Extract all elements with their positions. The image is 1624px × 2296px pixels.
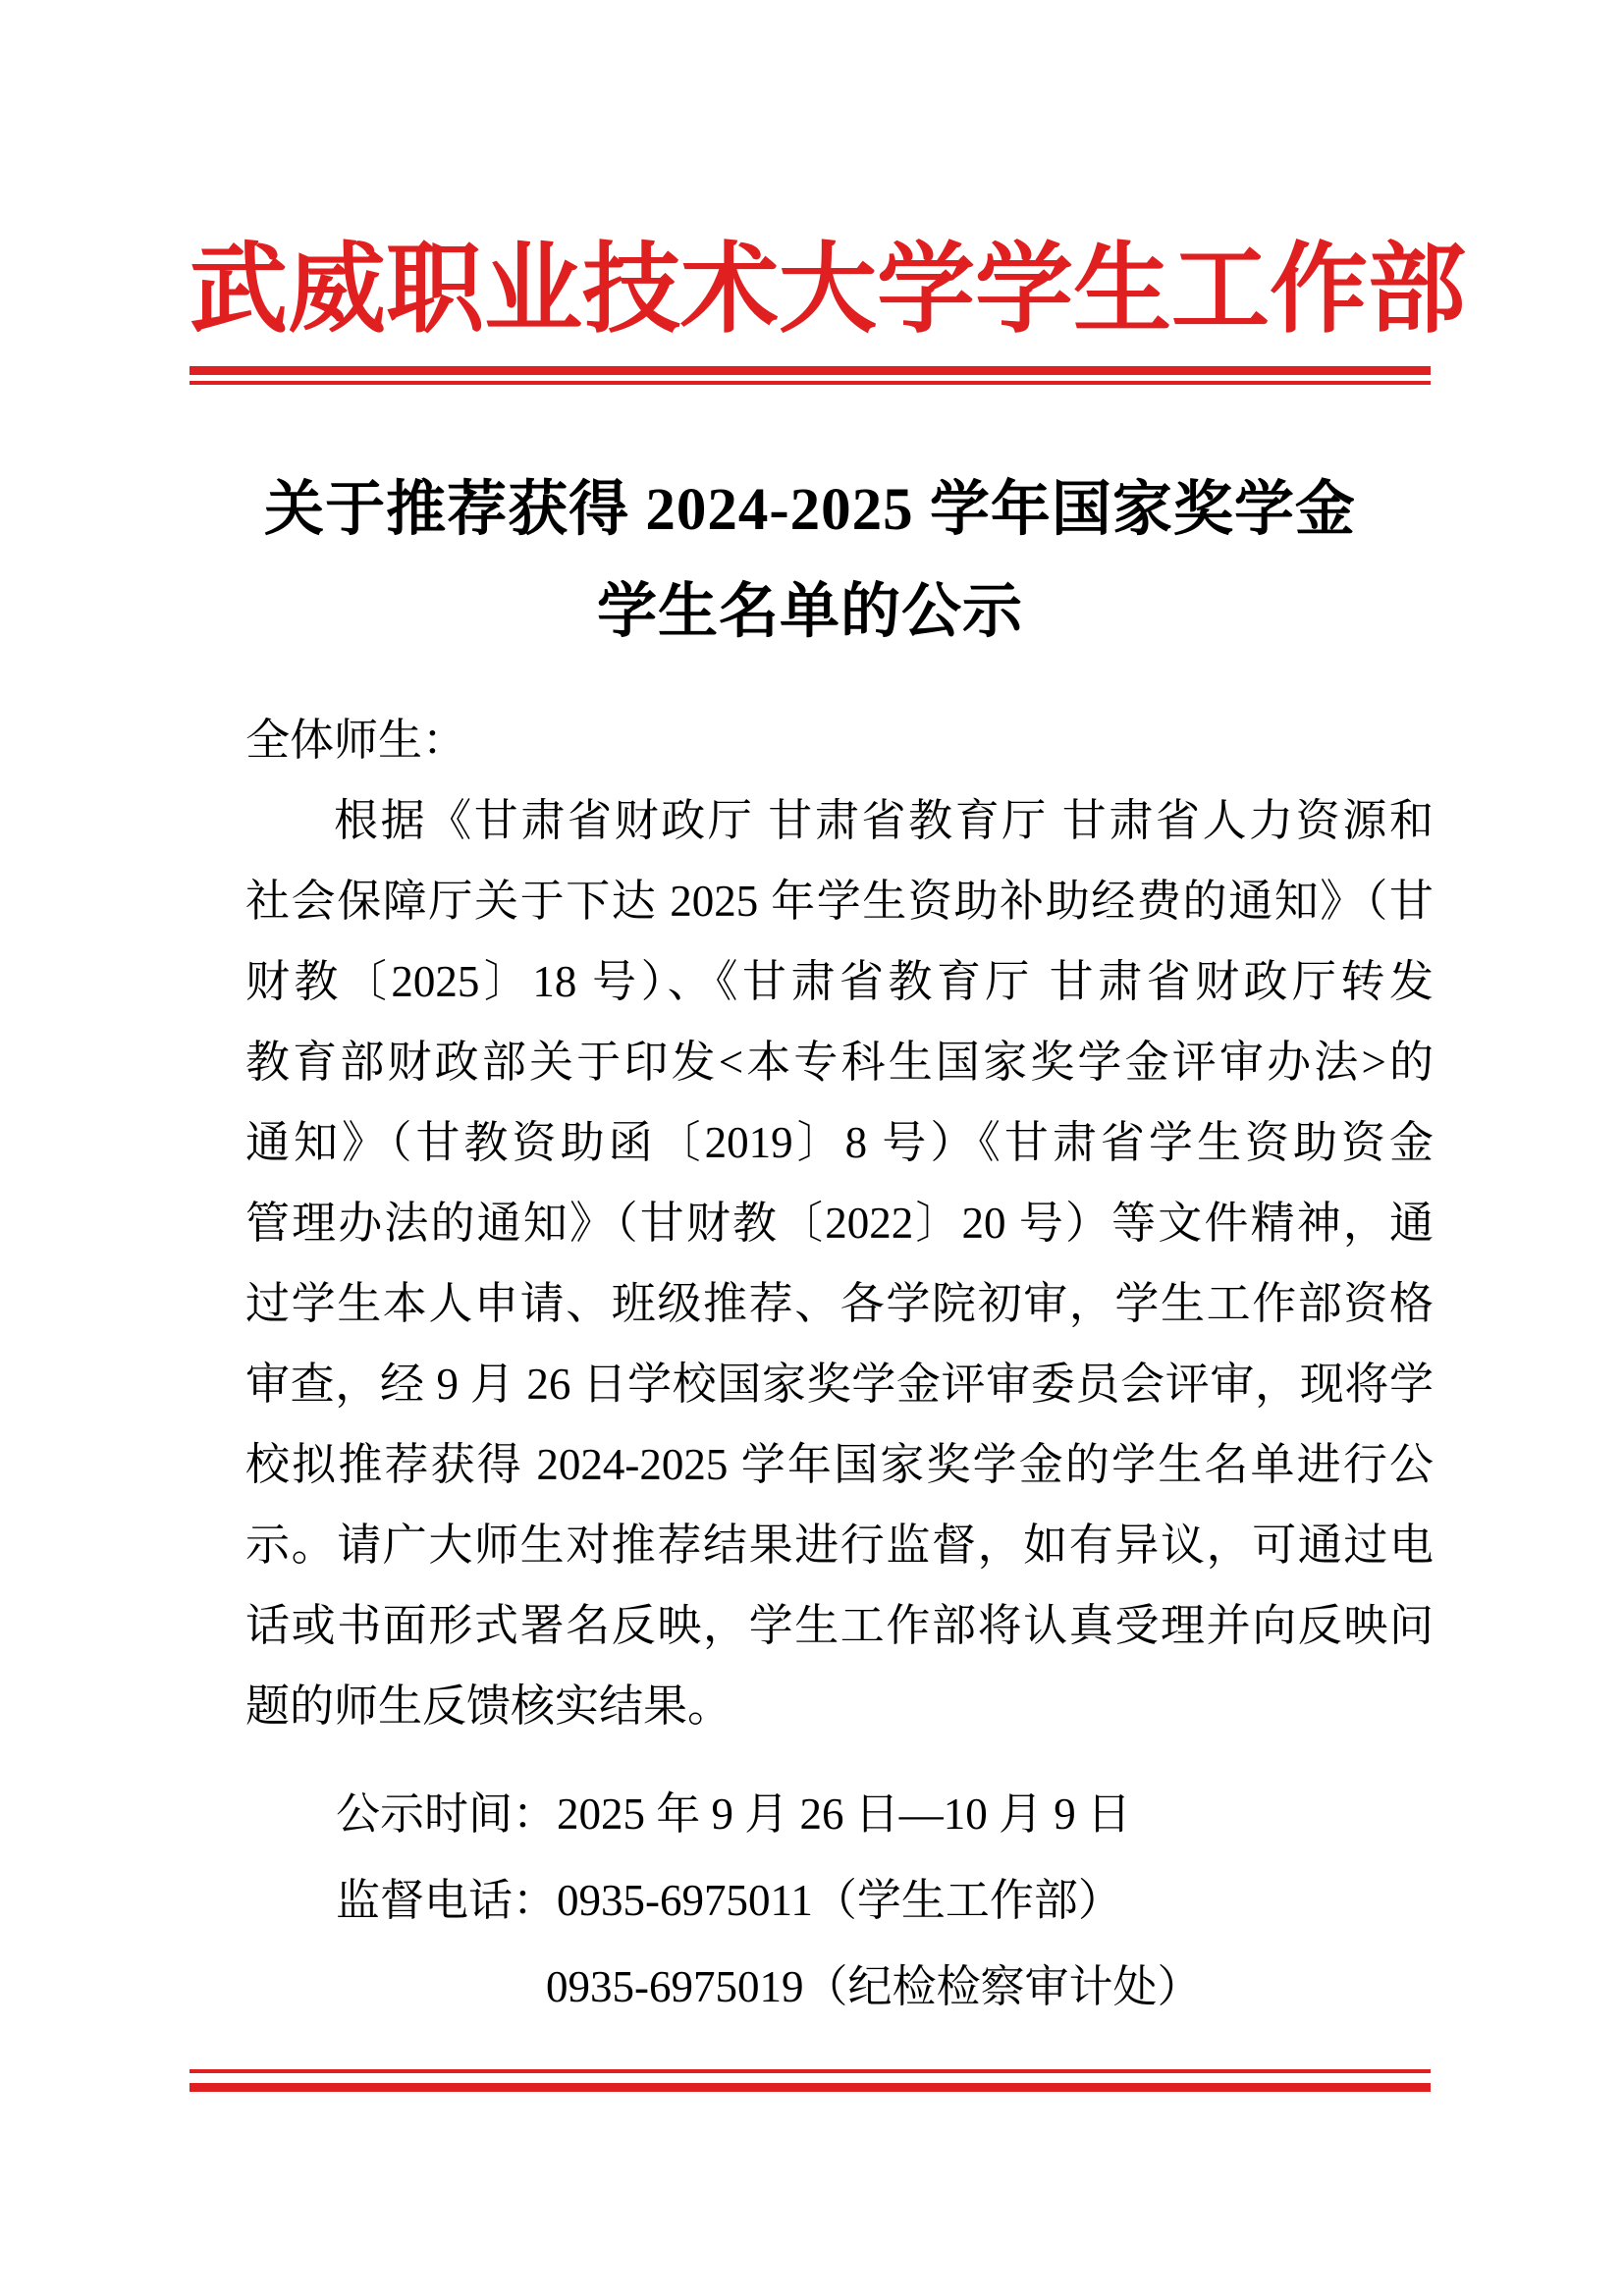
masthead-title: 武 威 职 业 技 术 大 学 学 生 工 作 部: [189, 236, 1466, 345]
contact-block: [336, 1771, 1435, 2030]
body-line: 校拟推荐获得 2024-2025 学年国家奖学金的学生名单进行公: [245, 1440, 1434, 1489]
supervision-phone-2: 0935-6975019（纪检检察审计处）: [546, 1962, 1202, 2011]
announcement-title: [189, 459, 1431, 664]
supervision-phone-1: 0935-6975011（学生工作部）: [557, 1876, 1122, 1925]
body-line: 社会保障厅关于下达 2025 年学生资助补助经费的通知》（甘: [245, 877, 1434, 926]
publicity-period-label: 公示时间：: [336, 1789, 558, 1839]
body-line: 过学生本人申请、班级推荐、各学院初审，学生工作部资格: [245, 1279, 1434, 1328]
supervision-phone-line: [336, 1857, 1435, 1944]
announcement-title-line1: 关于推荐获得 2024-2025 学年国家奖学金: [264, 477, 1356, 543]
supervision-phone-label: 监督电话：: [336, 1876, 558, 1925]
body-line: 话或书面形式署名反映，学生工作部将认真受理并向反映问: [245, 1601, 1434, 1650]
body-line: 财教〔2025〕18 号）、《甘肃省教育厅 甘肃省财政厅转发: [245, 957, 1434, 1006]
masthead-rule-thin: [189, 381, 1431, 385]
masthead-rule-thick: [189, 366, 1431, 375]
footer-rule-thin: [189, 2069, 1431, 2073]
body-line: 示。请广大师生对推荐结果进行监督，如有异议，可通过电: [245, 1521, 1434, 1570]
body-line: 根据《甘肃省财政厅 甘肃省教育厅 甘肃省人力资源和: [334, 796, 1434, 845]
body-line: 题的师生反馈核实结果。: [245, 1682, 732, 1731]
body-line: 教育部财政部关于印发<本专科生国家奖学金评审办法>的: [245, 1038, 1434, 1087]
footer-rule-thick: [189, 2083, 1431, 2092]
publicity-period-line: [336, 1771, 1435, 1857]
body-line: 管理办法的通知》（甘财教〔2022〕20 号）等文件精神，通: [245, 1199, 1434, 1248]
announcement-title-line2: 学生名单的公示: [596, 579, 1023, 645]
body-line: 审查，经 9 月 26 日学校国家奖学金评审委员会评审，现将学: [245, 1360, 1434, 1409]
body-line: 通知》（甘教资助函〔2019〕8 号）《甘肃省学生资助资金: [245, 1118, 1434, 1167]
supervision-phone-line-2: [336, 1944, 1435, 2030]
announcement-body: [245, 700, 1434, 1746]
salutation: 全体师生：: [245, 716, 467, 765]
publicity-period-value: 2025 年 9 月 26 日—10 月 9 日: [557, 1789, 1132, 1839]
